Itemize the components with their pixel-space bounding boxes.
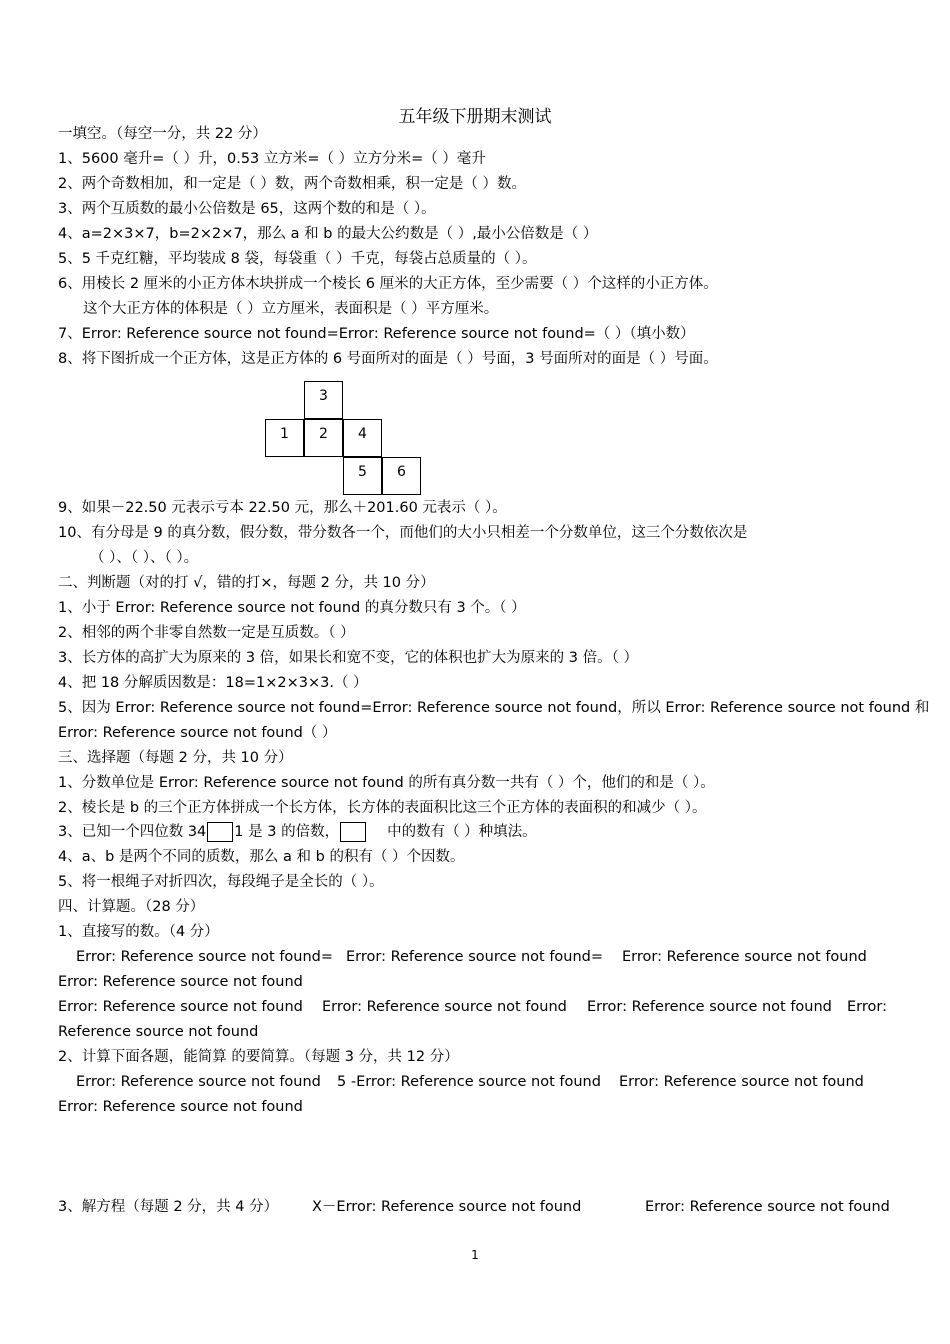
section1-heading: 一填空。（每空一分，共 22 分）: [58, 126, 267, 142]
s3-question-5: 5、将一根绳子对折四次，每段绳子是全长的（ ）。: [58, 874, 384, 890]
s4-part1-heading: 1、直接写的数。（4 分）: [58, 924, 219, 940]
s4-p3-c1: X－Error: Reference source not found: [312, 1199, 582, 1215]
s4-p1-r3c3: Error: Reference source not found: [587, 999, 832, 1015]
s1-question-9: 9、如果－22.50 元表示亏本 22.50 元，那么＋201.60 元表示（ ）。: [58, 500, 507, 516]
s2-question-1: 1、小于 Error: Reference source not found 的真分数只有 3 个。（ ）: [58, 600, 526, 616]
s4-p1-r4: Reference source not found: [58, 1024, 259, 1040]
s1-question-1: 1、5600 毫升=（ ）升，0.53 立方米=（ ）立方分米=（ ）毫升: [58, 151, 486, 167]
s4-p2-r2: Error: Reference source not found: [58, 1099, 303, 1115]
s1-question-6a: 6、用棱长 2 厘米的小正方体木块拼成一个棱长 6 厘米的大正方体，至少需要（ ）个这样的小正方体。: [58, 276, 718, 292]
s4-p1-r1c3: Error: Reference source not found: [622, 949, 867, 965]
net-cell-4: 4: [343, 419, 382, 457]
s2-question-4: 4、把 18 分解质因数是：18=1×2×3×3.（ ）: [58, 675, 368, 691]
s3-question-1: 1、分数单位是 Error: Reference source not found 的所有真分数一共有（ ）个，他们的和是（ ）。: [58, 775, 715, 791]
s4-p1-r3c2: Error: Reference source not found: [322, 999, 567, 1015]
section2-heading: 二、判断题（对的打 √，错的打×，每题 2 分，共 10 分）: [58, 575, 435, 591]
s1-question-10a: 10、有分母是 9 的真分数，假分数，带分数各一个，而他们的大小只相差一个分数单位，这三个分数依次是: [58, 525, 748, 541]
s1-question-4: 4、a=2×3×7，b=2×2×7，那么 a 和 b 的最大公约数是（ ）,最小公倍数是（ ）: [58, 226, 598, 242]
s1-question-8: 8、将下图折成一个正方体，这是正方体的 6 号面所对的面是（ ）号面，3 号面所对的面是（ ）号面。: [58, 351, 718, 367]
s4-p1-r3c1: Error: Reference source not found: [58, 999, 303, 1015]
s3-question-4: 4、a、b 是两个不同的质数，那么 a 和 b 的积有（ ）个因数。: [58, 849, 465, 865]
net-cell-6: 6: [382, 457, 421, 495]
s1-question-10b: （ ）、（ ）、（ ）。: [90, 550, 199, 566]
s2-question-3: 3、长方体的高扩大为原来的 3 倍，如果长和宽不变，它的体积也扩大为原来的 3 倍。（ ）: [58, 650, 638, 666]
net-cell-2: 2: [304, 419, 343, 457]
s1-question-6b: 这个大正方体的体积是（ ）立方厘米，表面积是（ ）平方厘米。: [83, 301, 499, 317]
s3-q3-part-b: 1 是 3 的倍数，: [234, 824, 340, 840]
s2-question-5b: Error: Reference source not found（ ）: [58, 725, 337, 741]
s4-part2-heading: 2、计算下面各题，能简算 的要简算。（每题 3 分，共 12 分）: [58, 1049, 459, 1065]
s1-question-2: 2、两个奇数相加，和一定是（ ）数，两个奇数相乘，积一定是（ ）数。: [58, 176, 526, 192]
s1-question-3: 3、两个互质数的最小公倍数是 65，这两个数的和是（ ）。: [58, 201, 436, 217]
digit-blank-box-ref: [340, 822, 366, 842]
page-title: 五年级下册期末测试: [398, 107, 552, 127]
s3-q3-part-a: 3、已知一个四位数 34: [58, 824, 207, 840]
s4-p1-r1c2: Error: Reference source not found=: [346, 949, 604, 965]
s3-q3-part-c: 中的数有（ ）种填法。: [387, 824, 537, 840]
s4-p2-c3: Error: Reference source not found: [619, 1074, 864, 1090]
s4-p2-c2: 5 -Error: Reference source not found: [337, 1074, 601, 1090]
s1-question-7: 7、Error: Reference source not found=Error: Reference source not found=（ ）（填小数）: [58, 326, 695, 342]
s2-question-5a: 5、因为 Error: Reference source not found=Error: Reference source not found，所以 Error: Reference source not found 和: [58, 700, 930, 716]
s4-p2-c1: Error: Reference source not found: [76, 1074, 321, 1090]
digit-blank-box: [207, 822, 233, 842]
net-cell-1: 1: [265, 419, 304, 457]
s4-p1-r3c4: Error:: [847, 999, 887, 1015]
section3-heading: 三、选择题（每题 2 分，共 10 分）: [58, 750, 293, 766]
s2-question-2: 2、相邻的两个非零自然数一定是互质数。（ ）: [58, 625, 355, 641]
s4-p1-r1c1: Error: Reference source not found=: [76, 949, 334, 965]
s3-question-2: 2、棱长是 b 的三个正方体拼成一个长方体，长方体的表面积比这三个正方体的表面积的和减少（ ）。: [58, 800, 707, 816]
s4-p1-r2: Error: Reference source not found: [58, 974, 303, 990]
s1-question-5: 5、5 千克红糖，平均装成 8 袋，每袋重（ ）千克，每袋占总质量的（ ）。: [58, 251, 537, 267]
s4-part3-heading: 3、解方程（每题 2 分，共 4 分）: [58, 1199, 279, 1215]
page-number: 1: [471, 1248, 479, 1262]
s4-p3-c2: Error: Reference source not found: [645, 1199, 890, 1215]
net-cell-5: 5: [343, 457, 382, 495]
section4-heading: 四、计算题。（28 分）: [58, 899, 205, 915]
s3-question-3: [58, 822, 537, 842]
net-cell-3: 3: [304, 381, 343, 419]
